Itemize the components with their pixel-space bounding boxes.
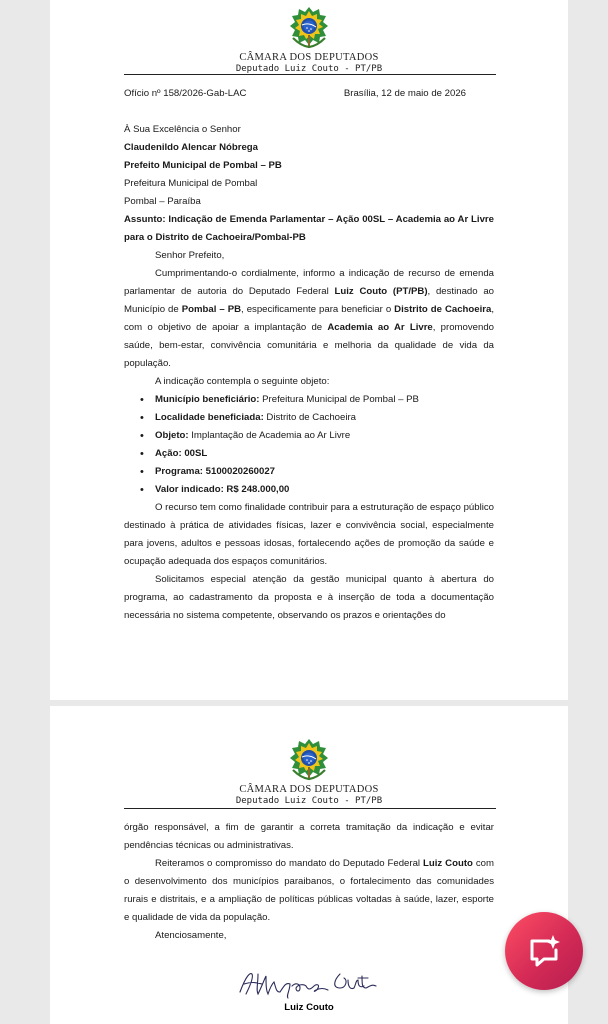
list-item: • Programa: 5100020260027 bbox=[155, 463, 494, 481]
list-intro: A indicação contempla o seguinte objeto: bbox=[155, 376, 330, 387]
letterhead bbox=[50, 6, 568, 75]
list-item: • Ação: 00SL bbox=[155, 445, 494, 463]
list-item: • Valor indicado: R$ 248.000,00 bbox=[155, 481, 494, 499]
deputy-name: Deputado Luiz Couto - PT/PB bbox=[235, 796, 383, 806]
paragraph-3-part-1: Solicitamos especial atenção da gestão municipal quanto à abertura do programa, ao cadastramento da proposta e à inserção de toda a documentação necessária no sistema competente, observando os prazos e orientações do bbox=[124, 574, 494, 621]
ai-chat-sparkle-icon bbox=[505, 912, 583, 990]
list-item: • Município beneficiário: Prefeitura Municipal de Pombal – PB bbox=[155, 391, 494, 409]
institution: Prefeitura Municipal de Pombal bbox=[124, 178, 258, 189]
chamber-name: CÂMARA DOS DEPUTADOS bbox=[239, 784, 379, 795]
recipient-name: Claudenildo Alencar Nóbrega bbox=[124, 142, 258, 153]
subject: Assunto: Indicação de Emenda Parlamentar – Ação 00SL – Academia ao Ar Livre para o Distrito de Cachoeira/Pombal-PB bbox=[124, 214, 494, 243]
letter-body-page-2 bbox=[124, 819, 494, 945]
greeting: Senhor Prefeito, bbox=[155, 250, 225, 261]
salutation: À Sua Excelência o Senhor bbox=[124, 124, 241, 135]
paragraph-2: O recurso tem como finalidade contribuir para a estruturação de espaço público destinado à prática de atividades físicas, lazer e convivência social, especialmente para jovens, adultos e pessoas idosas, fortalecendo ações de promoção da saúde e ocupação adequada dos espaços comunitários. bbox=[124, 502, 494, 567]
signature-name: Luiz Couto bbox=[284, 1002, 334, 1013]
paragraph-1: Cumprimentando-o cordialmente, informo a indicação de recurso de emenda parlamentar de autoria do Deputado Federal Luiz Couto (PT/PB), destinado ao Município de Pombal – PB, especificamente para beneficiar o Distrito de Cachoeira, com o objetivo de apoiar a implantação de Academia ao Ar Livre, promovendo saúde, bem-estar, convivência comunitária e melhoria da qualidade de vida da população. bbox=[124, 268, 495, 369]
recipient-title: Prefeito Municipal de Pombal – PB bbox=[124, 160, 282, 171]
brazil-coat-of-arms-icon bbox=[289, 6, 329, 50]
document-page-1 bbox=[50, 0, 568, 700]
letter-meta bbox=[124, 85, 494, 103]
paragraph-4: Reiteramos o compromisso do mandato do Deputado Federal Luiz Couto com o desenvolvimento dos municípios paraibanos, o fortalecimento das comunidades rurais e distritais, e a ampliação de políticas públicas voltadas à saúde, lazer, esporte e qualidade de vida da população. bbox=[124, 858, 494, 923]
ai-assistant-button[interactable] bbox=[505, 912, 583, 990]
list-item: • Localidade beneficiada: Distrito de Cachoeira bbox=[155, 409, 494, 427]
office-number: Ofício nº 158/2026-Gab-LAC bbox=[124, 88, 247, 99]
paragraph-3-part-2: órgão responsável, a fim de garantir a correta tramitação da indicação e evitar pendências técnicas ou administrativas. bbox=[124, 822, 494, 851]
header-divider bbox=[124, 808, 496, 809]
letter-body-page-1 bbox=[124, 85, 494, 625]
object-list bbox=[124, 391, 494, 499]
chamber-name: CÂMARA DOS DEPUTADOS bbox=[239, 52, 379, 63]
header-divider bbox=[124, 74, 496, 75]
deputy-name: Deputado Luiz Couto - PT/PB bbox=[235, 64, 383, 74]
handwritten-signature bbox=[236, 966, 386, 1000]
place-date: Brasília, 12 de maio de 2026 bbox=[343, 88, 466, 99]
brazil-coat-of-arms-icon bbox=[289, 738, 329, 782]
list-item: • Objeto: Implantação de Academia ao Ar Livre bbox=[155, 427, 494, 445]
location: Pombal – Paraíba bbox=[124, 196, 201, 207]
document-page-2 bbox=[50, 706, 568, 1024]
letterhead bbox=[50, 738, 568, 807]
closing: Atenciosamente, bbox=[155, 930, 227, 941]
